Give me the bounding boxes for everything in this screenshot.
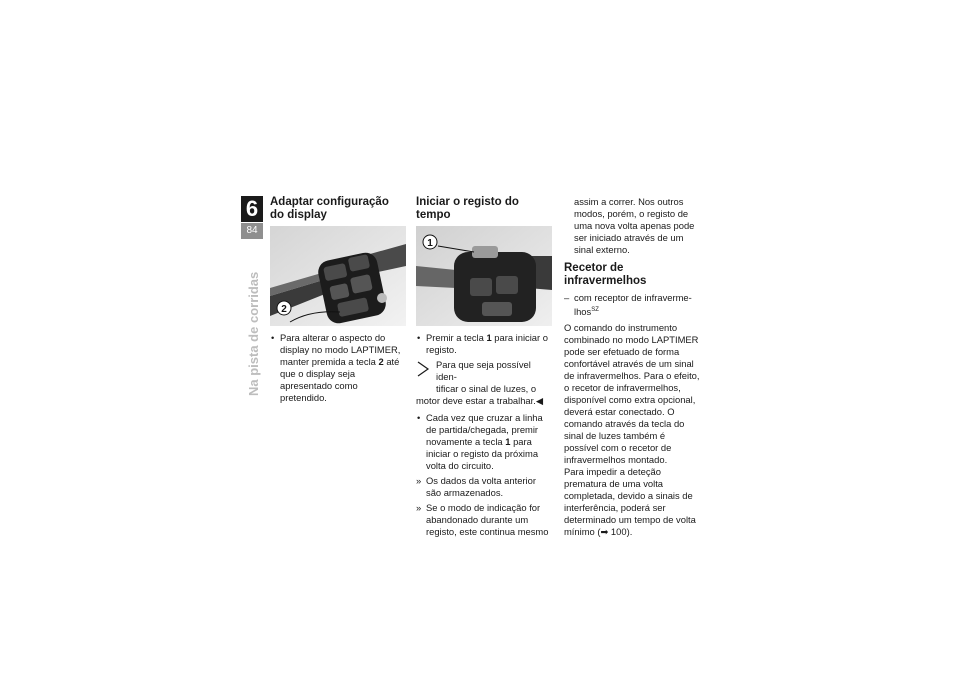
page-number: 84 <box>241 223 263 239</box>
list-item: • Cada vez que cruzar a linha de partida/chegada, premir novamente a tecla 1 para iniciar o registo da próxima volta do circuito. <box>416 412 552 472</box>
chapter-number: 6 <box>241 196 263 222</box>
continuation-text: assim a correr. Nos outros modos, porém, o registo de uma nova volta apenas pode ser iniciado através de um sinal externo. <box>574 196 695 255</box>
key-reference: 1 <box>486 332 492 343</box>
svg-text:1: 1 <box>427 238 433 249</box>
paragraph: O comando do instrumento combinado no modo LAPTIMER pode ser efetuado de forma confortável através de um sinal de infravermelhos. Para o efeito, o recetor de infravermelhos, disponível como extra opcional, deverá estar conectado. O comando através da tecla do sinal de luzes também é possível com o recetor de infravermelhos montado. <box>564 322 700 466</box>
column-2 <box>416 196 552 541</box>
option-code: SZ <box>591 307 599 313</box>
result-item: » Se o modo de indicação for abandonado durante um registo, este continua mesmo <box>416 502 552 538</box>
result-item: » Os dados da volta anterior são armazenados. <box>416 475 552 499</box>
option-item: – com receptor de infraverme-lhos$^{SZ}$ <box>564 292 700 318</box>
photo-handlebar-switch-right-icon <box>416 226 552 326</box>
key-reference: 2 <box>378 356 384 367</box>
page-reference-link[interactable]: (➡ 100). <box>597 526 633 538</box>
handlebar-photo-left <box>270 226 406 326</box>
section-title-timing: Iniciar o registo do tempo <box>416 196 519 221</box>
chapter-tab <box>241 196 263 244</box>
section-title-display: Adaptar configuração do display <box>270 196 389 221</box>
key-reference: 1 <box>505 436 511 447</box>
list-item: • Para alterar o aspecto do display no modo LAPTIMER, manter premida a tecla 2 até que o display seja apresentado como pretendido. <box>270 332 406 404</box>
note-triangle-icon <box>416 360 434 378</box>
handlebar-photo-right <box>416 226 552 326</box>
section-title-infrared: Recetor de infravermelhos <box>564 262 647 287</box>
list-item: • Premir a tecla 1 para iniciar o registo. <box>416 332 552 356</box>
note-box: Para que seja possível iden- tificar o sinal de luzes, o motor deve estar a trabalhar.◀ <box>416 359 544 406</box>
svg-text:2: 2 <box>281 304 287 315</box>
column-1 <box>270 196 406 407</box>
column-3 <box>564 196 700 538</box>
photo-handlebar-switch-left-icon <box>270 226 406 326</box>
chapter-side-title: Na pista de corridas <box>246 271 261 396</box>
paragraph: Para impedir a deteção prematura de uma volta completada, devido a sinais de interferência, poderá ser determinado um tempo de volta mínimo (➡ 100). <box>564 466 696 538</box>
